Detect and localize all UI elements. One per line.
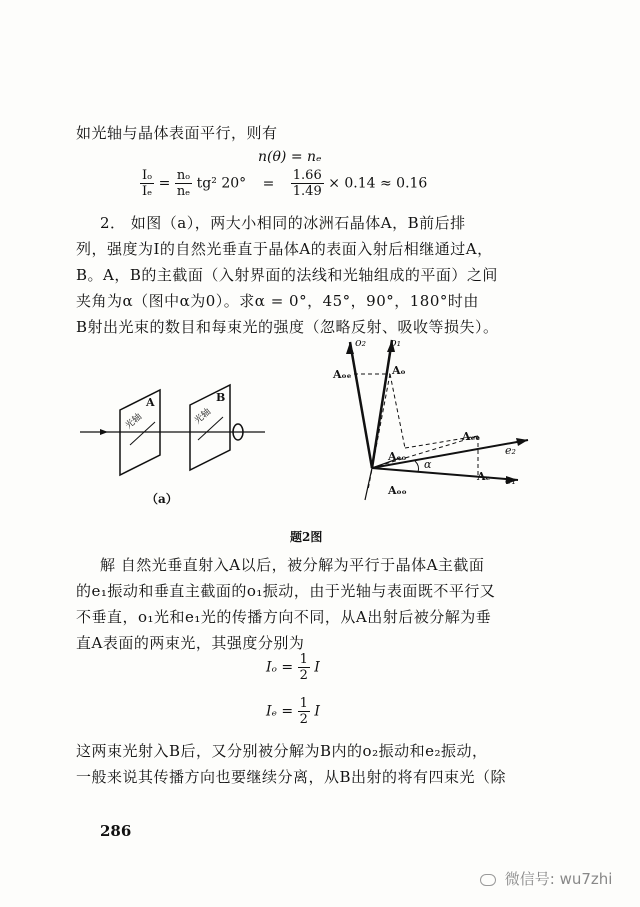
label-alpha: α bbox=[424, 458, 432, 471]
frac-den: 1.49 bbox=[292, 184, 322, 199]
fraction-half bbox=[298, 652, 310, 683]
fig-a-axis1: 光轴 bbox=[123, 412, 145, 432]
equals: = bbox=[262, 175, 275, 192]
problem-line-2: 列，强度为I的自然光垂直于晶体A的表面入射后相继通过A， bbox=[76, 240, 493, 258]
label-aee: Aₑₑ bbox=[462, 430, 481, 443]
problem-line-4: 夹角为α（图中α为0）。求α = 0°，45°，90°，180°时由 bbox=[76, 292, 479, 310]
label-aeo: Aₑₒ bbox=[388, 450, 407, 463]
frac-num: nₒ bbox=[175, 168, 192, 184]
equals: = bbox=[158, 175, 171, 192]
problem-line-3: B。A，B的主截面（入射界面的法线和光轴组成的平面）之间 bbox=[76, 266, 498, 284]
fraction-half bbox=[298, 696, 310, 727]
label-e2: e₂ bbox=[505, 444, 516, 457]
angle-arc bbox=[415, 461, 419, 472]
eq4-rhs: I bbox=[314, 703, 320, 720]
watermark bbox=[480, 868, 612, 889]
solution-line-4: 直A表面的两束光，其强度分别为 bbox=[76, 634, 305, 652]
label-o1: o₁ bbox=[390, 336, 402, 349]
label-o2: o₂ bbox=[355, 336, 367, 349]
problem-line-5: B射出光束的数目和每束光的强度（忽略反射、吸收等损失）。 bbox=[76, 318, 499, 336]
label-ae: Aₑ bbox=[477, 470, 491, 483]
ray-o2 bbox=[350, 342, 372, 468]
label-e1: e₁ bbox=[505, 474, 516, 487]
frac-num: 1 bbox=[299, 696, 308, 711]
page-number: 286 bbox=[100, 822, 132, 840]
dash-right bbox=[390, 374, 405, 448]
problem-line-1: 2． 如图（a），两大小相同的冰洲石晶体A，B前后排 bbox=[100, 214, 466, 232]
frac-den: 2 bbox=[299, 712, 308, 727]
fig-a-label-b: B bbox=[216, 391, 226, 404]
arrow-o2 bbox=[346, 342, 354, 354]
eq3-lhs: Iₒ = bbox=[266, 659, 294, 676]
equation-2 bbox=[140, 168, 427, 199]
label-aoo: Aₒₒ bbox=[388, 484, 407, 497]
eq4-lhs: Iₑ = bbox=[266, 703, 294, 720]
fraction-values bbox=[291, 168, 324, 199]
fraction-io-ie bbox=[140, 168, 154, 199]
solution-line-3: 不垂直，o₁光和e₁光的传播方向不同，从A出射后被分解为垂 bbox=[76, 608, 492, 626]
frac-num: 1.66 bbox=[292, 168, 322, 183]
frac-den: Iₑ bbox=[142, 184, 153, 199]
frac-den: 2 bbox=[299, 668, 308, 683]
ray-o1 bbox=[372, 340, 392, 468]
eq3-rhs: I bbox=[314, 659, 320, 676]
text-line-1: 如光轴与晶体表面平行，则有 bbox=[76, 124, 278, 142]
fig-a-label-a: A bbox=[146, 396, 155, 409]
figure-caption: 题2图 bbox=[290, 530, 323, 544]
solution-line-5: 这两束光射入B后，又分别被分解为B内的o₂振动和e₂振动， bbox=[76, 742, 488, 760]
figure-b bbox=[330, 330, 550, 510]
solution-line-6: 一般来说其传播方向也要继续分离，从B出射的将有四束光（除 bbox=[76, 768, 507, 786]
ray-e1 bbox=[372, 468, 518, 480]
label-ao: Aₒ bbox=[392, 364, 406, 377]
arrow-head bbox=[100, 429, 108, 435]
solution-line-2: 的e₁振动和垂直主截面的o₁振动，由于光轴与表面既不平行又 bbox=[76, 582, 496, 600]
solution-line-1: 解 自然光垂直射入A以后，被分解为平行于晶体A主截面 bbox=[100, 556, 485, 574]
dash-long bbox=[368, 374, 390, 490]
fraction-no-ne bbox=[175, 168, 192, 199]
frac-den: nₑ bbox=[176, 184, 191, 199]
fig-a-caption: （a） bbox=[146, 492, 178, 506]
watermark-text: 微信号: wu7zhi bbox=[504, 870, 613, 888]
equation-4 bbox=[266, 696, 320, 727]
tg-term: tg² 20° bbox=[196, 175, 247, 192]
tail: × 0.14 ≈ 0.16 bbox=[328, 175, 428, 192]
frac-num: 1 bbox=[299, 652, 308, 667]
frac-num: Iₒ bbox=[140, 168, 154, 184]
label-aoe: Aₒₑ bbox=[333, 368, 352, 381]
wechat-icon bbox=[480, 874, 496, 886]
fig-a-axis2: 光轴 bbox=[192, 407, 214, 427]
arrow-e2 bbox=[516, 438, 528, 446]
equation-1: n(θ) = nₑ bbox=[258, 149, 322, 165]
equation-3 bbox=[266, 652, 320, 683]
